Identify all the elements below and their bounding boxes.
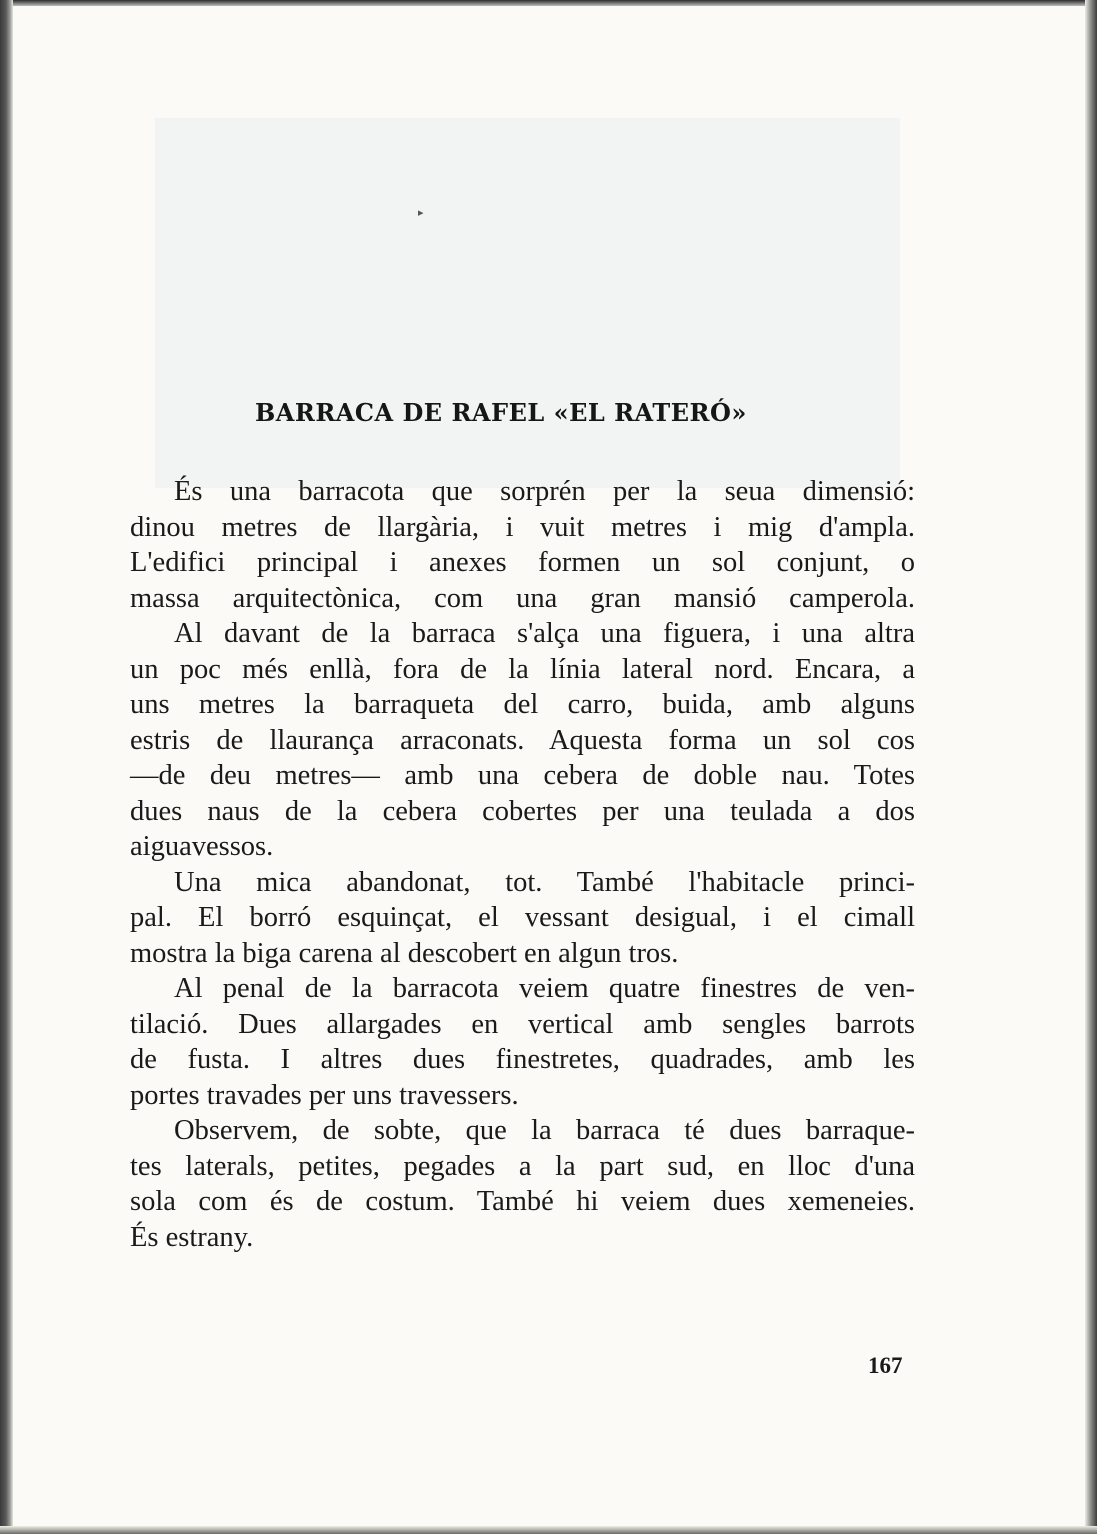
text-line: Al davant de la barraca s'alça una figuera, i una altra (174, 618, 915, 649)
text-line: de fusta. I altres dues finestretes, quadrades, amb les (130, 1044, 915, 1075)
text-line: És una barracota que sorprén per la seua dimensió: (174, 476, 915, 507)
text-line: tilació. Dues allargades en vertical amb sengles barrots (130, 1008, 915, 1040)
text-line: dinou metres de llargària, i vuit metres i mig d'ampla. (130, 511, 915, 543)
page-bottom-edge-shadow (0, 1526, 1097, 1534)
text-line: tes laterals, petites, pegades a la part sud, en lloc d'una (130, 1150, 915, 1182)
text-line: sola com és de costum. També hi veiem dues xemeneies. (130, 1186, 915, 1217)
page-left-edge-shadow (0, 0, 13, 1534)
text-line: massa arquitectònica, com una gran mansió camperola. (130, 582, 915, 614)
chapter-title: BARRACA DE RAFEL «EL RATERÓ» (255, 398, 747, 427)
text-line: Observem, de sobte, que la barraca té dues barraque- (174, 1115, 915, 1146)
text-line: aiguavessos. (130, 831, 274, 862)
text-line: pal. El borró esquinçat, el vessant desigual, i el cimall (130, 902, 915, 933)
body-text (130, 474, 915, 1255)
text-line: dues naus de la cebera cobertes per una teulada a dos (130, 795, 915, 827)
ink-speck-mark: ▸ (418, 206, 424, 219)
text-line: Al penal de la barracota veiem quatre finestres de ven- (174, 973, 915, 1004)
text-line: És estrany. (130, 1221, 254, 1253)
text-line: L'edifici principal i anexes formen un sol conjunt, o (130, 547, 915, 578)
text-line: un poc més enllà, fora de la línia lateral nord. Encara, a (130, 653, 915, 685)
text-line: —de deu metres— amb una cebera de doble nau. Totes (130, 760, 915, 791)
text-line: estris de llaurança arraconats. Aquesta forma un sol cos (130, 724, 915, 756)
text-line: Una mica abandonat, tot. També l'habitacle princi- (174, 866, 915, 898)
text-line: portes travades per uns travessers. (130, 1079, 519, 1111)
page-top-edge-shadow (0, 0, 1097, 6)
text-line: mostra la biga carena al descobert en algun tros. (130, 937, 679, 969)
show-through-shading (155, 118, 900, 488)
text-line: uns metres la barraqueta del carro, buida, amb alguns (130, 689, 915, 720)
page-right-edge-shadow (1085, 0, 1097, 1534)
page-number: 167 (868, 1353, 903, 1378)
